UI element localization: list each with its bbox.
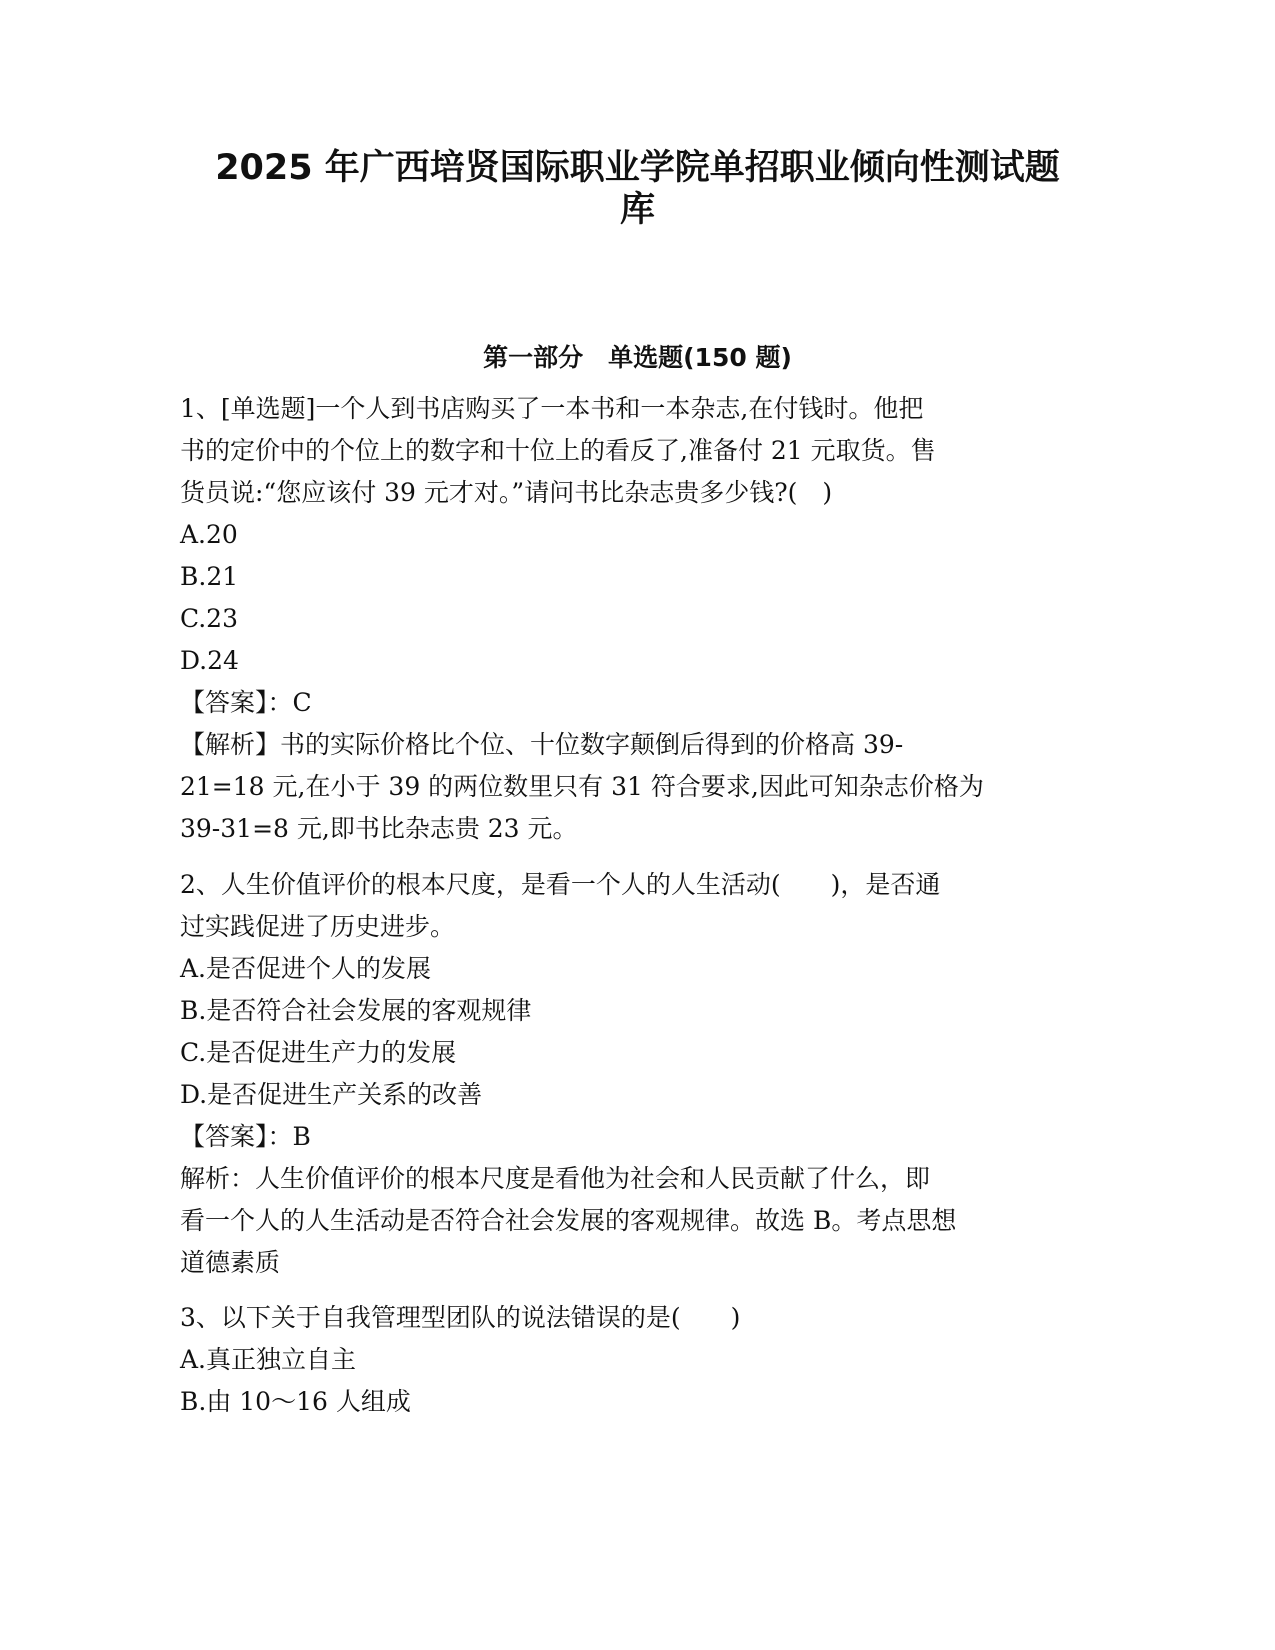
option-b: B.21 (180, 562, 239, 591)
option-a: A.真正独立自主 (180, 1345, 357, 1374)
analysis: 39-31=8 元,即书比杂志贵 23 元。 (180, 814, 578, 843)
question-stem: 过实践促进了历史进步。 (180, 912, 456, 941)
option-a: A.是否促进个人的发展 (180, 954, 432, 983)
question-stem: 2、人生价值评价的根本尺度，是看一个人的人生活动( )，是否通 (180, 870, 941, 899)
analysis: 21=18 元,在小于 39 的两位数里只有 31 符合要求,因此可知杂志价格为 (180, 772, 984, 801)
analysis: 看一个人的人生活动是否符合社会发展的客观规律。故选 B。考点思想 (180, 1206, 957, 1235)
question-stem: 1、[单选题]一个人到书店购买了一本书和一本杂志,在付钱时。他把 (180, 394, 924, 423)
answer: 【答案】：C (180, 688, 312, 717)
option-c: C.是否促进生产力的发展 (180, 1038, 457, 1067)
question-stem: 书的定价中的个位上的数字和十位上的看反了,准备付 21 元取货。售 (180, 436, 936, 465)
analysis: 道德素质 (180, 1248, 281, 1277)
question-3 (180, 1297, 1080, 1423)
option-a: A.20 (180, 520, 238, 549)
option-b: B.是否符合社会发展的客观规律 (180, 996, 532, 1025)
option-b: B.由 10～16 人组成 (180, 1387, 411, 1416)
analysis: 解析：人生价值评价的根本尺度是看他为社会和人民贡献了什么，即 (180, 1164, 931, 1193)
option-d: D.24 (180, 646, 239, 675)
section-title: 第一部分 单选题(150 题) (483, 343, 792, 372)
question-2 (180, 864, 1080, 1284)
title-line: 库 (619, 190, 655, 230)
option-d: D.是否促进生产关系的改善 (180, 1080, 483, 1109)
document-title (180, 142, 1095, 230)
title-line: 2025 年广西培贤国际职业学院单招职业倾向性测试题 (215, 148, 1060, 188)
analysis: 【解析】书的实际价格比个位、十位数字颠倒后得到的价格高 39- (180, 730, 904, 759)
question-stem: 货员说:“您应该付 39 元才对。”请问书比杂志贵多少钱?( ) (180, 478, 833, 507)
question-1 (180, 388, 1080, 850)
option-c: C.23 (180, 604, 238, 633)
answer: 【答案】：B (180, 1122, 311, 1151)
question-stem: 3、以下关于自我管理型团队的说法错误的是( ) (180, 1303, 741, 1332)
